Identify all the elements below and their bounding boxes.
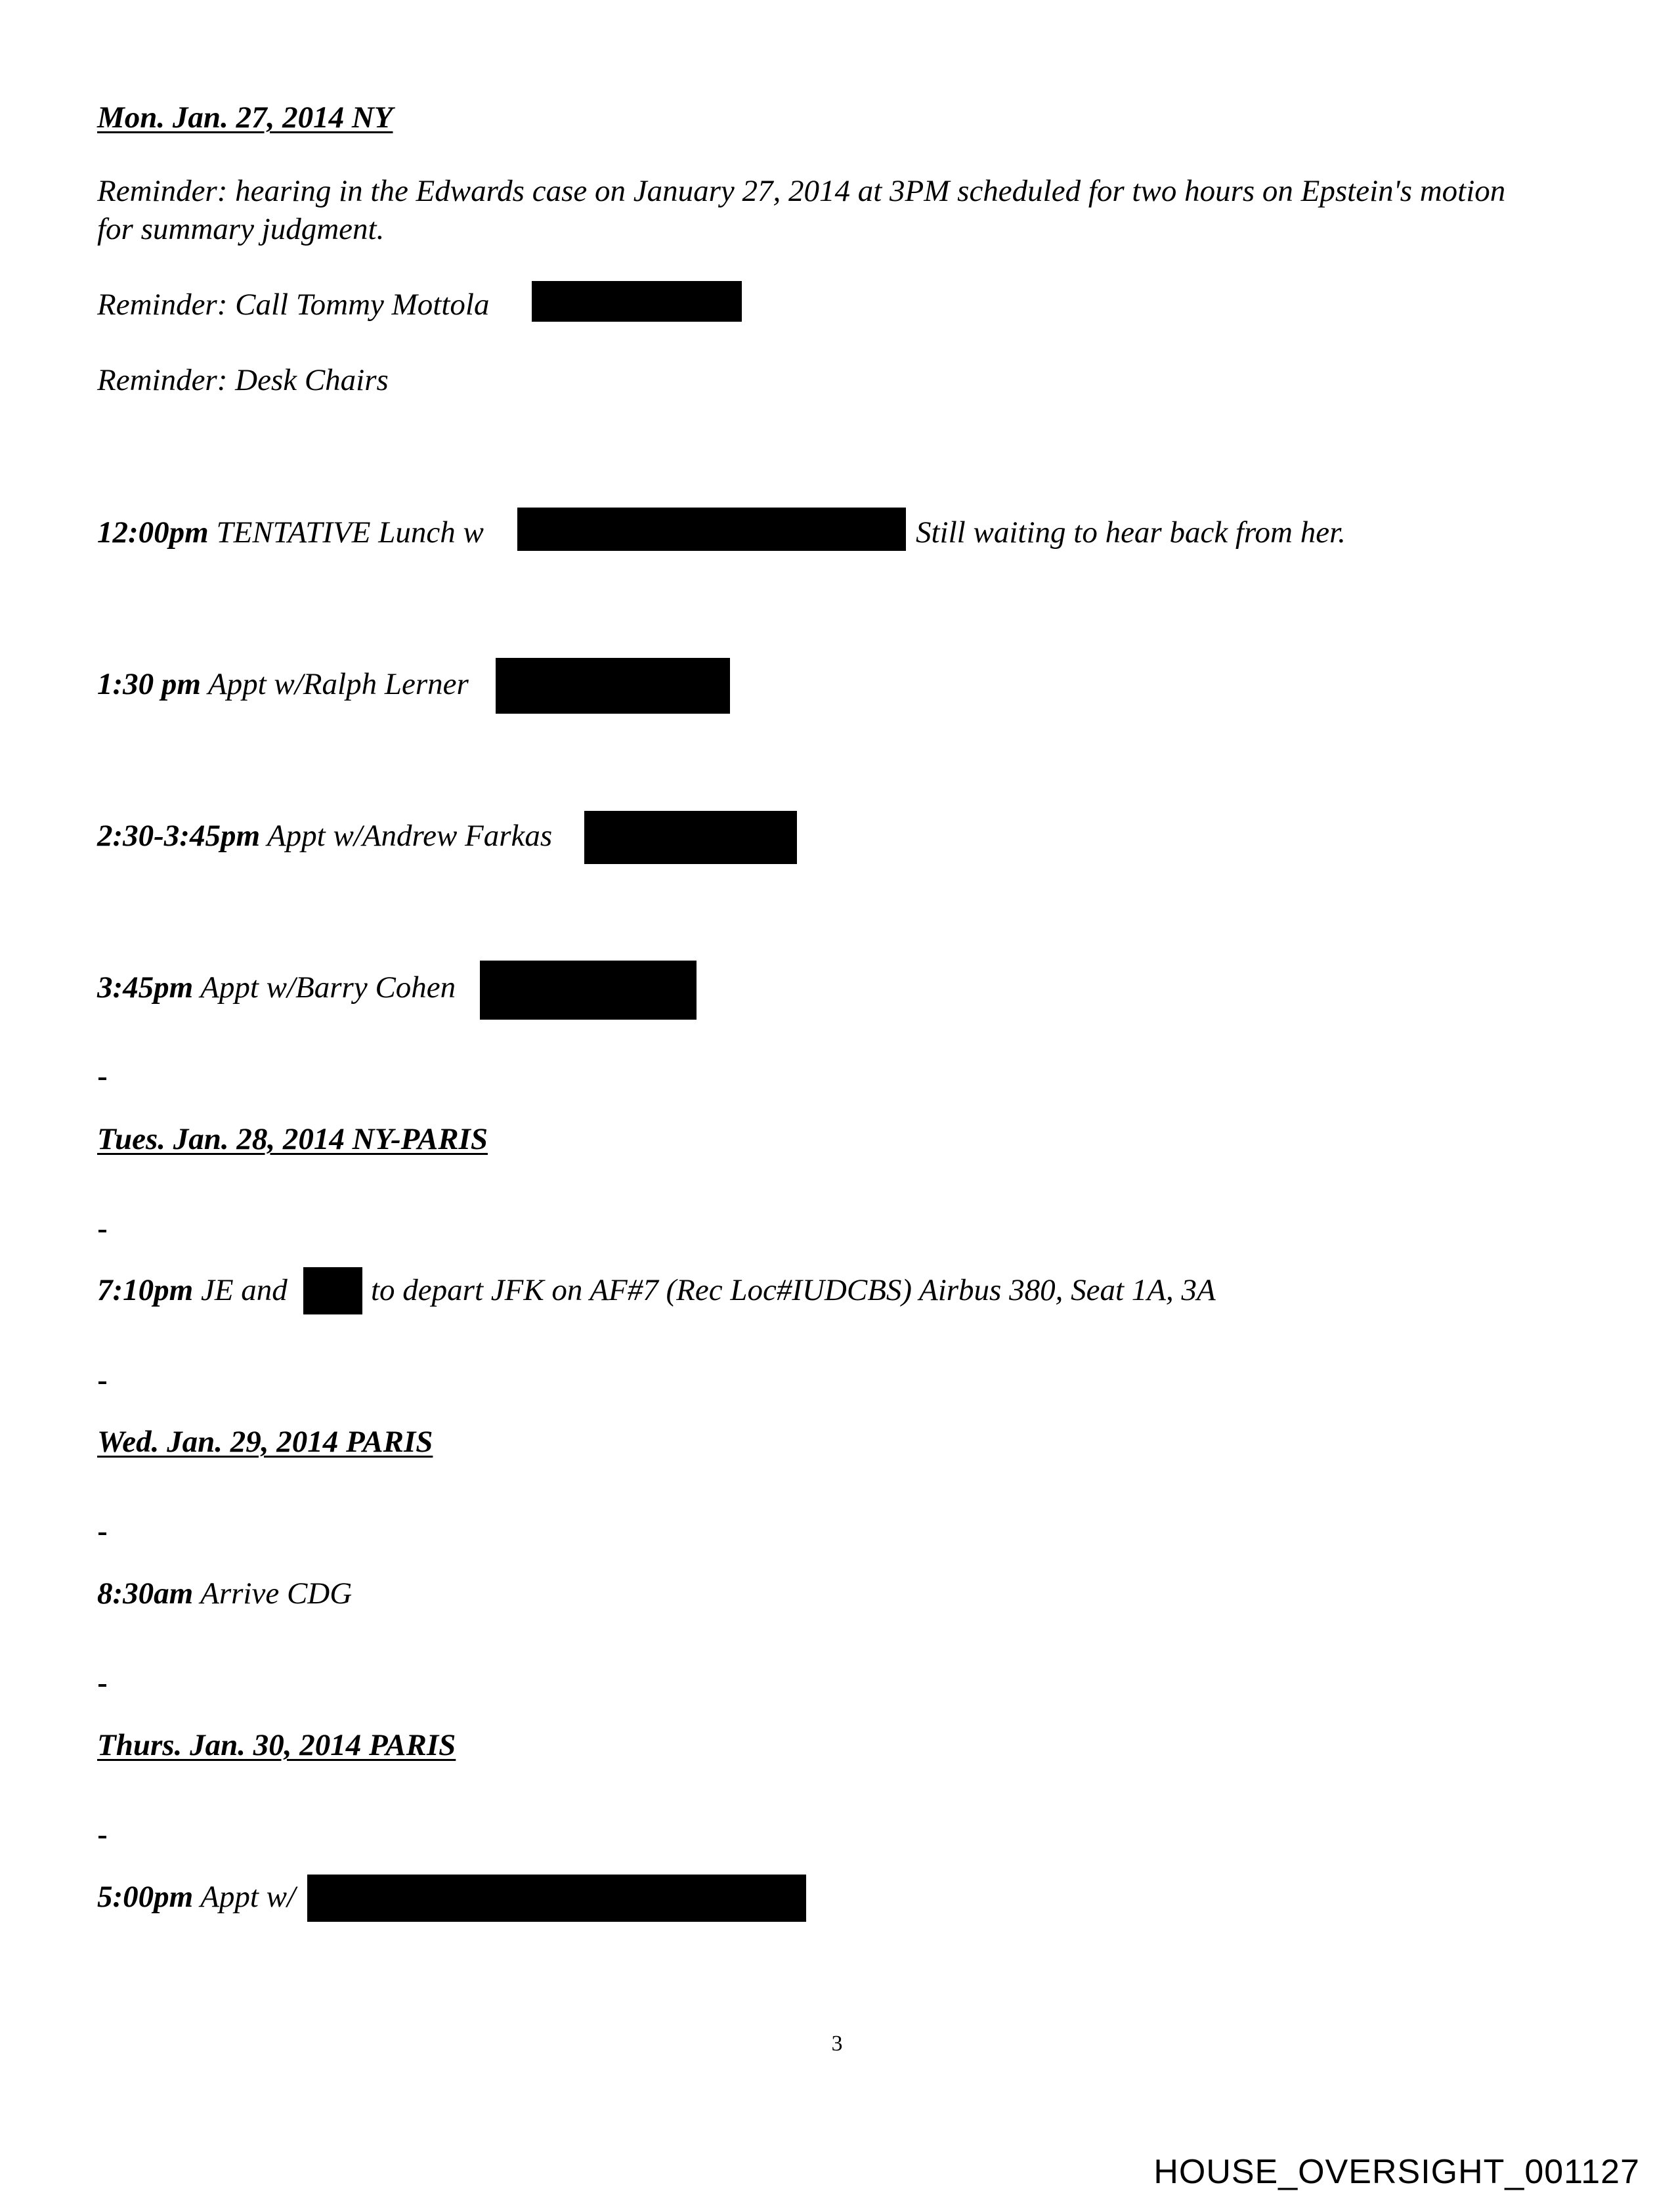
day-heading-tue: Tues. Jan. 28, 2014 NY-PARIS bbox=[97, 1122, 488, 1156]
dash-separator bbox=[98, 1381, 106, 1384]
entry-text: Appt w/Barry Cohen bbox=[200, 970, 456, 1005]
redaction-box bbox=[303, 1267, 362, 1314]
reminder-hearing: Reminder: hearing in the Edwards case on January 27, 2014 at 3PM scheduled for two hours on Epstein's motion for summary judgment. bbox=[97, 174, 1506, 246]
entry-text: Appt w/Ralph Lerner bbox=[207, 667, 469, 701]
reminder-call: Reminder: Call Tommy Mottola bbox=[97, 288, 490, 322]
bates-number: HOUSE_OVERSIGHT_001127 bbox=[1153, 2153, 1640, 2191]
redaction-box bbox=[532, 281, 742, 322]
entry-lunch-note: Still waiting to hear back from her. bbox=[916, 515, 1346, 550]
redaction-box bbox=[517, 508, 906, 551]
redaction-box bbox=[584, 811, 797, 864]
entry-appt bbox=[97, 1878, 295, 1916]
entry-time: 12:00pm bbox=[97, 515, 209, 550]
entry-lunch bbox=[97, 513, 484, 552]
dash-separator bbox=[98, 1532, 106, 1535]
dash-separator bbox=[98, 1836, 106, 1838]
entry-arrive bbox=[97, 1574, 352, 1613]
redaction-box bbox=[496, 658, 730, 714]
entry-text: Arrive CDG bbox=[200, 1576, 353, 1611]
dash-separator bbox=[98, 1684, 106, 1687]
dash-separator bbox=[98, 1230, 106, 1232]
entry-time: 7:10pm bbox=[97, 1273, 194, 1307]
redaction-box bbox=[480, 961, 697, 1020]
entry-flight-detail: to depart JFK on AF#7 (Rec Loc#IUDCBS) Airbus 380, Seat 1A, 3A bbox=[371, 1273, 1216, 1307]
reminder-desk-chairs: Reminder: Desk Chairs bbox=[97, 363, 389, 397]
entry-flight bbox=[97, 1271, 288, 1309]
page-number: 3 bbox=[831, 2031, 843, 2056]
entry-time: 2:30-3:45pm bbox=[97, 819, 261, 853]
entry-text: Appt w/Andrew Farkas bbox=[267, 819, 553, 853]
entry-lerner bbox=[97, 665, 469, 703]
day-heading-wed: Wed. Jan. 29, 2014 PARIS bbox=[97, 1425, 433, 1459]
redaction-box bbox=[307, 1875, 806, 1922]
entry-time: 3:45pm bbox=[97, 970, 194, 1005]
entry-text: TENTATIVE Lunch w bbox=[216, 515, 484, 550]
entry-time: 1:30 pm bbox=[97, 667, 201, 701]
entry-cohen bbox=[97, 968, 456, 1007]
entry-time: 8:30am bbox=[97, 1576, 194, 1611]
entry-text: Appt w/ bbox=[200, 1880, 296, 1914]
day-heading-thu: Thurs. Jan. 30, 2014 PARIS bbox=[97, 1728, 456, 1762]
day-heading-mon: Mon. Jan. 27, 2014 NY bbox=[97, 100, 393, 135]
entry-text: JE and bbox=[200, 1273, 288, 1307]
entry-time: 5:00pm bbox=[97, 1880, 194, 1914]
dash-separator bbox=[98, 1077, 106, 1080]
entry-farkas bbox=[97, 817, 552, 855]
